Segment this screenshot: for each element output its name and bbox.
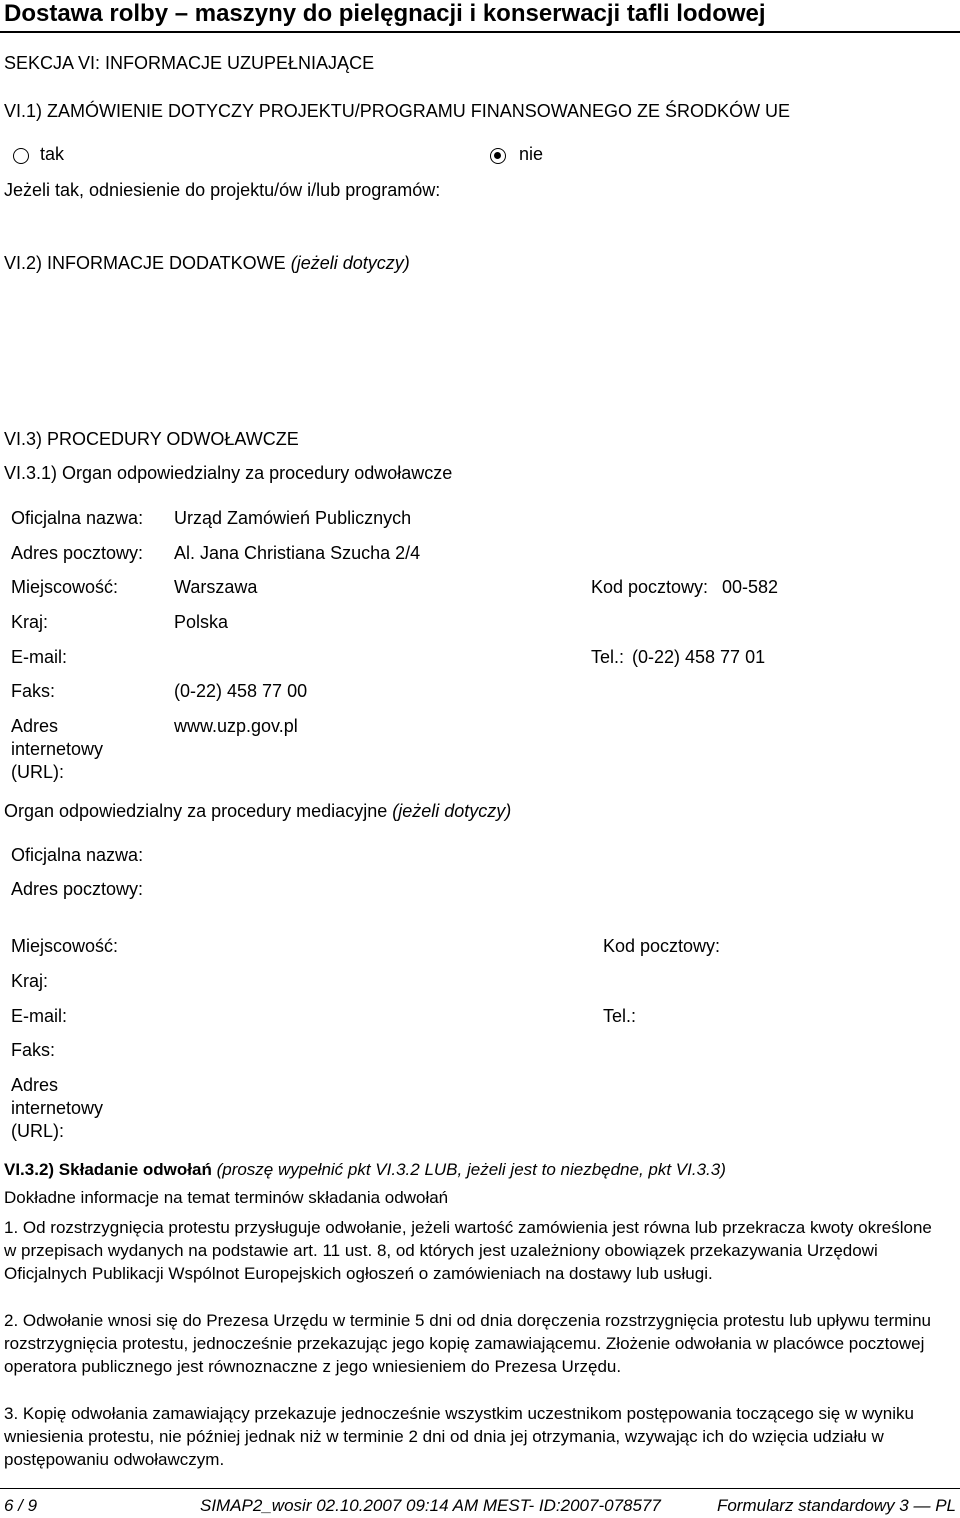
address-value: Al. Jana Christiana Szucha 2/4	[174, 543, 421, 563]
tel-label: Tel.:	[591, 647, 625, 667]
mediation-address-label: Adres pocztowy:	[11, 879, 144, 899]
appeal-paragraph-2: 2. Odwołanie wnosi się do Prezesa Urzędu w terminie 5 dni od dnia doręczenia rozstrzygnięcia protestu lub upływu terminu rozstrzygnięcia protestu, jednocześnie przekazując jego kopię zamawiającemu. Złożenie odwołania w placówce pocztowej operatora publicznego jest równoznaczne z jego wniesieniem do Prezesa Urzędu.	[4, 1311, 931, 1376]
url-value: www.uzp.gov.pl	[174, 716, 298, 736]
vi2-note: (jeżeli dotyczy)	[290, 253, 410, 273]
url-label-line1: Adres	[11, 716, 59, 736]
official-name-value: Urząd Zamówień Publicznych	[174, 508, 412, 528]
mediation-official-name-label: Oficjalna nazwa:	[11, 845, 144, 865]
city-label: Miejscowość:	[11, 577, 119, 597]
address-label: Adres pocztowy:	[11, 543, 144, 563]
postcode-label: Kod pocztowy:	[591, 577, 709, 597]
mediation-note: (jeżeli dotyczy)	[392, 801, 512, 821]
fax-label: Faks:	[11, 681, 56, 701]
document-title: Dostawa rolby – maszyny do pielęgnacji i konserwacji tafli lodowej	[4, 0, 766, 27]
footer-divider	[0, 1488, 960, 1489]
country-value: Polska	[174, 612, 229, 632]
mediation-url-label-line2: internetowy	[11, 1098, 104, 1118]
section-title: SEKCJA VI: INFORMACJE UZUPEŁNIAJĄCE	[4, 53, 375, 73]
vi32-note: (proszę wypełnić pkt VI.3.2 LUB, jeżeli jest to niezbędne, pkt VI.3.3)	[216, 1160, 726, 1179]
radio-selected-dot	[494, 152, 501, 159]
mediation-url-label-line3: (URL):	[11, 1121, 64, 1141]
radio-nie[interactable]	[490, 148, 506, 164]
country-label: Kraj:	[11, 612, 49, 632]
tel-value: (0-22) 458 77 01	[632, 647, 766, 667]
fax-value: (0-22) 458 77 00	[174, 681, 308, 701]
appeal-paragraph-3: 3. Kopię odwołania zamawiający przekazuje jednocześnie wszystkim uczestnikom postępowania toczącego się w wyniku wniesienia protestu, nie później jednak niż w terminie 2 dni od dnia jej otrzymania, wzywając ich do wzięcia udziału w postępowaniu odwoławczym.	[4, 1404, 914, 1469]
page-number: 6 / 9	[4, 1496, 38, 1515]
form-name: Formularz standardowy 3 — PL	[716, 1496, 956, 1515]
mediation-email-label: E-mail:	[11, 1006, 68, 1026]
url-label-line3: (URL):	[11, 762, 64, 782]
vi1-title: VI.1) ZAMÓWIENIE DOTYCZY PROJEKTU/PROGRAMU FINANSOWANEGO ZE ŚRODKÓW UE	[4, 101, 791, 121]
mediation-postcode-label: Kod pocztowy:	[603, 936, 721, 956]
mediation-tel-label: Tel.:	[603, 1006, 637, 1026]
vi32-subtitle: Dokładne informacje na temat terminów składania odwołań	[4, 1188, 449, 1207]
email-label: E-mail:	[11, 647, 68, 667]
vi2-title: VI.2) INFORMACJE DODATKOWE	[4, 253, 286, 273]
appeal-paragraph-1: 1. Od rozstrzygnięcia protestu przysługuje odwołanie, jeżeli wartość zamówienia jest równa lub przekracza kwoty określone w przepisach wydanych na podstawie art. 11 ust. 8, od których jest uzależniony obowiązek przekazywania Urzędowi Oficjalnych Publikacji Wspólnot Europejskich ogłoszeń o zamówieniach na dostawy lub usługi.	[4, 1218, 932, 1283]
mediation-fax-label: Faks:	[11, 1040, 56, 1060]
vi32-title: VI.3.2) Składanie odwołań	[4, 1160, 212, 1179]
mediation-country-label: Kraj:	[11, 971, 49, 991]
url-label-line2: internetowy	[11, 739, 104, 759]
title-divider	[0, 31, 960, 33]
project-reference-label: Jeżeli tak, odniesienie do projektu/ów i/lub programów:	[4, 180, 441, 200]
vi3-title: VI.3) PROCEDURY ODWOŁAWCZE	[4, 429, 299, 449]
official-name-label: Oficjalna nazwa:	[11, 508, 144, 528]
mediation-city-label: Miejscowość:	[11, 936, 119, 956]
mediation-title: Organ odpowiedzialny za procedury mediacyjne	[4, 801, 388, 821]
postcode-value: 00-582	[722, 577, 779, 597]
city-value: Warszawa	[174, 577, 258, 597]
vi32-heading	[4, 1160, 726, 1180]
mediation-url-label-line1: Adres	[11, 1075, 59, 1095]
radio-tak-label: tak	[40, 144, 65, 164]
mediation-heading	[4, 801, 511, 822]
radio-tak[interactable]	[13, 148, 29, 164]
vi31-title: VI.3.1) Organ odpowiedzialny za procedury odwoławcze	[4, 463, 453, 483]
radio-nie-label: nie	[519, 144, 544, 164]
vi2-heading	[4, 253, 410, 274]
document-id: SIMAP2_wosir 02.10.2007 09:14 AM MEST- ID:2007-078577	[200, 1496, 661, 1515]
